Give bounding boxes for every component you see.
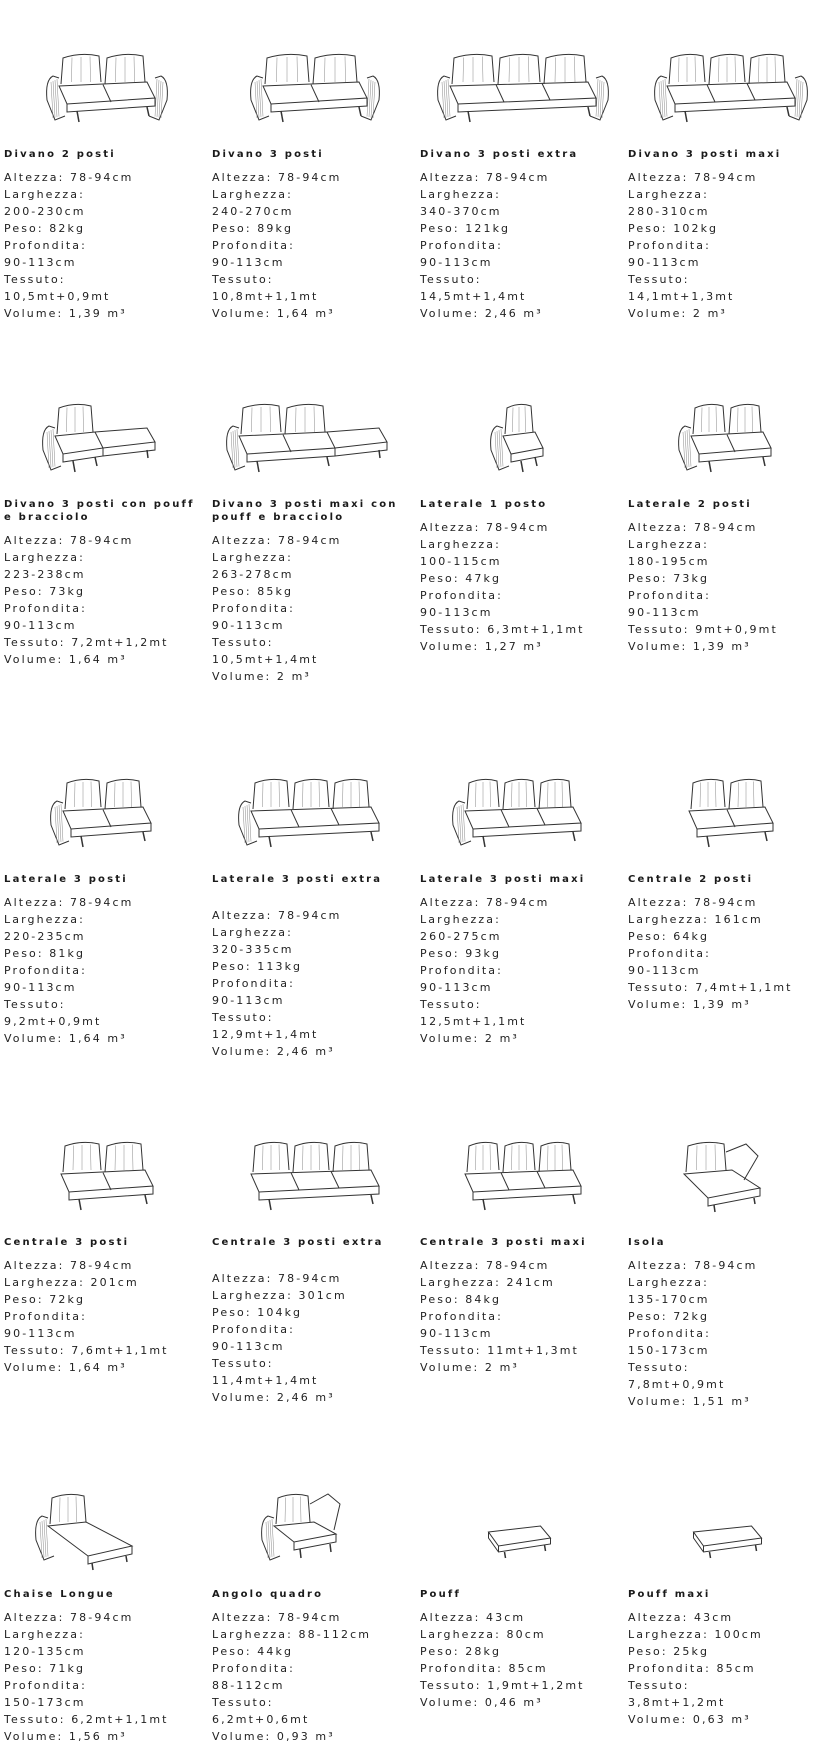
product-title: Laterale 1 posto [420,499,548,510]
product-title: Angolo quadro [212,1589,324,1600]
spec-line: 7,8mt+0,9mt [628,1378,726,1391]
spec-line: Profondita: [4,239,87,252]
spec-line: 10,5mt+0,9mt [4,290,111,303]
spec-line: 135-170cm [628,1293,710,1306]
spec-line: Larghezza: 241cm [420,1276,555,1289]
spec-line: Larghezza: 301cm [212,1289,347,1302]
spec-line: Larghezza: [420,188,501,201]
side-1-seat-icon [416,370,621,500]
spec-line: Profondita: [420,589,503,602]
sofa-pouff-armrest-icon [0,370,205,500]
spec-line: Tessuto: [212,1011,274,1024]
spec-line: Profondita: [420,964,503,977]
spec-line: Tessuto: [4,273,66,286]
spec-line: Peso: 121kg [420,222,511,235]
spec-line: Peso: 102kg [628,222,719,235]
spec-line: 12,5mt+1,1mt [420,1015,527,1028]
side-3-seat-maxi-icon [416,745,621,875]
spec-line: Larghezza: 88-112cm [212,1628,372,1641]
spec-line: Altezza: 78-94cm [4,1259,134,1272]
spec-line: Peso: 82kg [4,222,86,235]
product-title: Chaise Longue [4,1589,115,1600]
spec-line: Peso: 89kg [212,222,294,235]
product-specs [628,1609,828,1728]
spec-line: Altezza: 78-94cm [420,1259,550,1272]
spec-line: Tessuto: 11mt+1,3mt [420,1344,579,1357]
spec-line: 240-270cm [212,205,294,218]
spec-line: 12,9mt+1,4mt [212,1028,319,1041]
spec-line: Volume: 2 m³ [628,307,727,320]
spec-line: Tessuto: 7,6mt+1,1mt [4,1344,169,1357]
center-2-seat-icon [624,745,829,875]
spec-line: 90-113cm [420,1327,493,1340]
spec-line: 88-112cm [212,1679,285,1692]
spec-line: Profondita: 85cm [420,1662,548,1675]
spec-line: Volume: 2 m³ [420,1032,519,1045]
spec-line: Altezza: 78-94cm [212,1272,342,1285]
spec-line: Altezza: 78-94cm [212,534,342,547]
spec-line: Tessuto: [628,1361,690,1374]
spec-line: Altezza: 78-94cm [212,909,342,922]
product-title: Pouff maxi [628,1589,711,1600]
spec-line: 180-195cm [628,555,710,568]
spec-line: 6,2mt+0,6mt [212,1713,310,1726]
spec-line: Volume: 1,51 m³ [628,1395,751,1408]
spec-line: 90-113cm [420,606,493,619]
center-3-seat-extra-icon [208,1108,413,1238]
spec-line: 11,4mt+1,4mt [212,1374,319,1387]
spec-line: Volume: 1,56 m³ [4,1730,127,1743]
spec-line: Larghezza: [628,188,709,201]
spec-line: Peso: 73kg [4,585,86,598]
spec-line: Peso: 93kg [420,947,502,960]
product-specs [212,532,412,685]
product-specs [4,894,204,1047]
spec-line: 90-113cm [4,981,77,994]
spec-line: Peso: 73kg [628,572,710,585]
product-specs [628,1257,828,1410]
sofa-3-seat-maxi-icon [624,20,829,150]
spec-line: Tessuto: [212,273,274,286]
product-specs [4,532,204,668]
spec-line: Volume: 2 m³ [212,670,311,683]
spec-line: Altezza: 78-94cm [628,896,758,909]
side-3-seat-icon [0,745,205,875]
spec-line: Peso: 47kg [420,572,502,585]
spec-line: Larghezza: [212,551,293,564]
spec-line: Larghezza: [4,1628,85,1641]
product-specs [212,1609,412,1745]
spec-line: Altezza: 78-94cm [628,1259,758,1272]
spec-line: Altezza: 78-94cm [212,1611,342,1624]
spec-line: Larghezza: 80cm [420,1628,546,1641]
spec-line: Altezza: 43cm [628,1611,734,1624]
spec-line: Volume: 1,39 m³ [628,640,751,653]
spec-line: Profondita: [4,1310,87,1323]
product-title: Pouff [420,1589,462,1600]
spec-line: Altezza: 78-94cm [4,534,134,547]
spec-line: Volume: 1,27 m³ [420,640,543,653]
spec-line: Profondita: 85cm [628,1662,756,1675]
pouff-maxi-icon [624,1460,829,1590]
sofa-3-seat-icon [208,20,413,150]
product-title: Divano 3 posti extra [420,149,579,160]
spec-line: 100-115cm [420,555,502,568]
spec-line: Larghezza: 201cm [4,1276,139,1289]
spec-line: Volume: 0,46 m³ [420,1696,543,1709]
spec-line: Tessuto: [4,998,66,1011]
spec-line: 320-335cm [212,943,294,956]
spec-line: Tessuto: 7,4mt+1,1mt [628,981,793,994]
spec-line: Larghezza: 100cm [628,1628,763,1641]
pouff-icon [416,1460,621,1590]
side-3-seat-extra-icon [208,745,413,875]
product-title: Divano 3 posti maxi [628,149,782,160]
spec-line: Profondita: [628,589,711,602]
spec-line: Volume: 2,46 m³ [420,307,543,320]
product-specs [628,894,828,1013]
spec-line: Altezza: 78-94cm [420,896,550,909]
product-specs [420,894,620,1047]
spec-line: 90-113cm [420,981,493,994]
product-specs [420,169,620,322]
spec-line: Peso: 64kg [628,930,710,943]
spec-line: Tessuto: [212,636,274,649]
product-title: Laterale 3 posti [4,874,128,885]
product-title: Centrale 3 posti [4,1237,130,1248]
spec-line: Tessuto: [628,1679,690,1692]
product-title: Laterale 3 posti maxi [420,874,586,885]
product-title: Isola [628,1237,666,1248]
spec-line: Peso: 72kg [4,1293,86,1306]
spec-line: Profondita: [212,977,295,990]
spec-line: Peso: 28kg [420,1645,502,1658]
spec-line: Peso: 81kg [4,947,86,960]
spec-line: Volume: 0,63 m³ [628,1713,751,1726]
spec-line: Larghezza: [212,926,293,939]
spec-line: Volume: 1,64 m³ [212,307,335,320]
spec-line: Larghezza: [212,188,293,201]
center-3-seat-icon [0,1108,205,1238]
spec-line: Profondita: [212,239,295,252]
product-title: Laterale 2 posti [628,499,752,510]
square-corner-icon [208,1460,413,1590]
spec-line: 150-173cm [4,1696,86,1709]
spec-line: Altezza: 43cm [420,1611,526,1624]
spec-line: Profondita: [212,1323,295,1336]
center-3-seat-maxi-icon [416,1108,621,1238]
spec-line: Tessuto: 7,2mt+1,2mt [4,636,169,649]
product-title: Laterale 3 posti extra [212,874,383,885]
spec-line: Peso: 44kg [212,1645,294,1658]
product-specs [4,1257,204,1376]
spec-line: 90-113cm [212,619,285,632]
spec-line: 223-238cm [4,568,86,581]
spec-line: 90-113cm [212,256,285,269]
spec-line: Larghezza: [420,913,501,926]
product-title: Centrale 2 posti [628,874,754,885]
spec-line: 3,8mt+1,2mt [628,1696,726,1709]
product-specs [420,1609,620,1711]
spec-line: 90-113cm [4,619,77,632]
product-title: Centrale 3 posti maxi [420,1237,587,1248]
spec-line: Peso: 84kg [420,1293,502,1306]
spec-line: Altezza: 78-94cm [628,521,758,534]
product-title: Divano 2 posti [4,149,116,160]
spec-line: Peso: 71kg [4,1662,86,1675]
spec-line: Volume: 2,46 m³ [212,1391,335,1404]
spec-line: Altezza: 78-94cm [628,171,758,184]
spec-line: 90-113cm [4,256,77,269]
spec-line: Altezza: 78-94cm [420,521,550,534]
product-specs [628,169,828,322]
spec-line: Volume: 1,64 m³ [4,1361,127,1374]
spec-line: Profondita: [212,1662,295,1675]
spec-line: Profondita: [628,239,711,252]
spec-line: 90-113cm [420,256,493,269]
spec-line: Larghezza: [4,551,85,564]
chaise-longue-icon [0,1460,205,1590]
spec-line: 14,1mt+1,3mt [628,290,735,303]
product-specs [628,519,828,655]
product-title: Divano 3 posti [212,149,324,160]
product-title: Divano 3 posti maxi con pouff e bracciolo [212,499,398,523]
spec-line: Profondita: [212,602,295,615]
spec-line: Profondita: [420,239,503,252]
product-specs [4,169,204,322]
spec-line: Volume: 2,46 m³ [212,1045,335,1058]
spec-line: Volume: 0,93 m³ [212,1730,335,1743]
spec-line: Peso: 104kg [212,1306,303,1319]
spec-line: Larghezza: [4,913,85,926]
spec-line: Peso: 85kg [212,585,294,598]
spec-line: 220-235cm [4,930,86,943]
spec-line: 10,8mt+1,1mt [212,290,319,303]
sofa-2-seat-icon [0,20,205,150]
spec-line: Larghezza: [628,538,709,551]
sofa-maxi-pouff-armrest-icon [208,370,413,500]
product-specs [212,907,412,1060]
product-specs [212,1270,412,1406]
spec-line: 120-135cm [4,1645,86,1658]
spec-line: Tessuto: [420,273,482,286]
spec-line: 10,5mt+1,4mt [212,653,319,666]
spec-line: Volume: 1,64 m³ [4,1032,127,1045]
spec-line: Profondita: [4,602,87,615]
spec-line: Peso: 113kg [212,960,303,973]
side-2-seat-icon [624,370,829,500]
spec-line: 90-113cm [212,1340,285,1353]
spec-line: Peso: 72kg [628,1310,710,1323]
spec-line: 200-230cm [4,205,86,218]
spec-line: 260-275cm [420,930,502,943]
product-specs [420,1257,620,1376]
product-specs [4,1609,204,1745]
spec-line: Larghezza: 161cm [628,913,763,926]
spec-line: Altezza: 78-94cm [4,171,134,184]
spec-line: Altezza: 78-94cm [420,171,550,184]
spec-line: Peso: 25kg [628,1645,710,1658]
spec-line: 340-370cm [420,205,502,218]
spec-line: Tessuto: 6,3mt+1,1mt [420,623,585,636]
spec-line: Altezza: 78-94cm [4,896,134,909]
product-title: Divano 3 posti con pouff e bracciolo [4,499,195,523]
spec-line: Larghezza: [420,538,501,551]
product-title: Centrale 3 posti extra [212,1237,384,1248]
spec-line: Altezza: 78-94cm [4,1611,134,1624]
spec-line: 90-113cm [628,964,701,977]
spec-line: 90-113cm [212,994,285,1007]
spec-line: Tessuto: 1,9mt+1,2mt [420,1679,585,1692]
sofa-3-seat-extra-icon [416,20,621,150]
spec-line: Volume: 1,64 m³ [4,653,127,666]
product-specs [212,169,412,322]
spec-line: Volume: 2 m³ [420,1361,519,1374]
spec-line: Profondita: [420,1310,503,1323]
spec-line: Volume: 1,39 m³ [628,998,751,1011]
spec-line: Volume: 1,39 m³ [4,307,127,320]
spec-line: Altezza: 78-94cm [212,171,342,184]
spec-line: 90-113cm [4,1327,77,1340]
spec-line: Tessuto: [420,998,482,1011]
spec-line: Tessuto: [212,1357,274,1370]
spec-line: Tessuto: 9mt+0,9mt [628,623,778,636]
spec-line: 90-113cm [628,606,701,619]
spec-line: 150-173cm [628,1344,710,1357]
spec-line: Tessuto: 6,2mt+1,1mt [4,1713,169,1726]
spec-line: Larghezza: [628,1276,709,1289]
spec-line: Tessuto: [628,273,690,286]
spec-line: 263-278cm [212,568,294,581]
spec-line: 14,5mt+1,4mt [420,290,527,303]
spec-line: Profondita: [4,1679,87,1692]
spec-line: Profondita: [628,1327,711,1340]
spec-line: 9,2mt+0,9mt [4,1015,102,1028]
spec-line: Profondita: [4,964,87,977]
island-icon [624,1108,829,1238]
spec-line: Larghezza: [4,188,85,201]
spec-line: 90-113cm [628,256,701,269]
spec-line: 280-310cm [628,205,710,218]
spec-line: Tessuto: [212,1696,274,1709]
product-specs [420,519,620,655]
spec-line: Profondita: [628,947,711,960]
